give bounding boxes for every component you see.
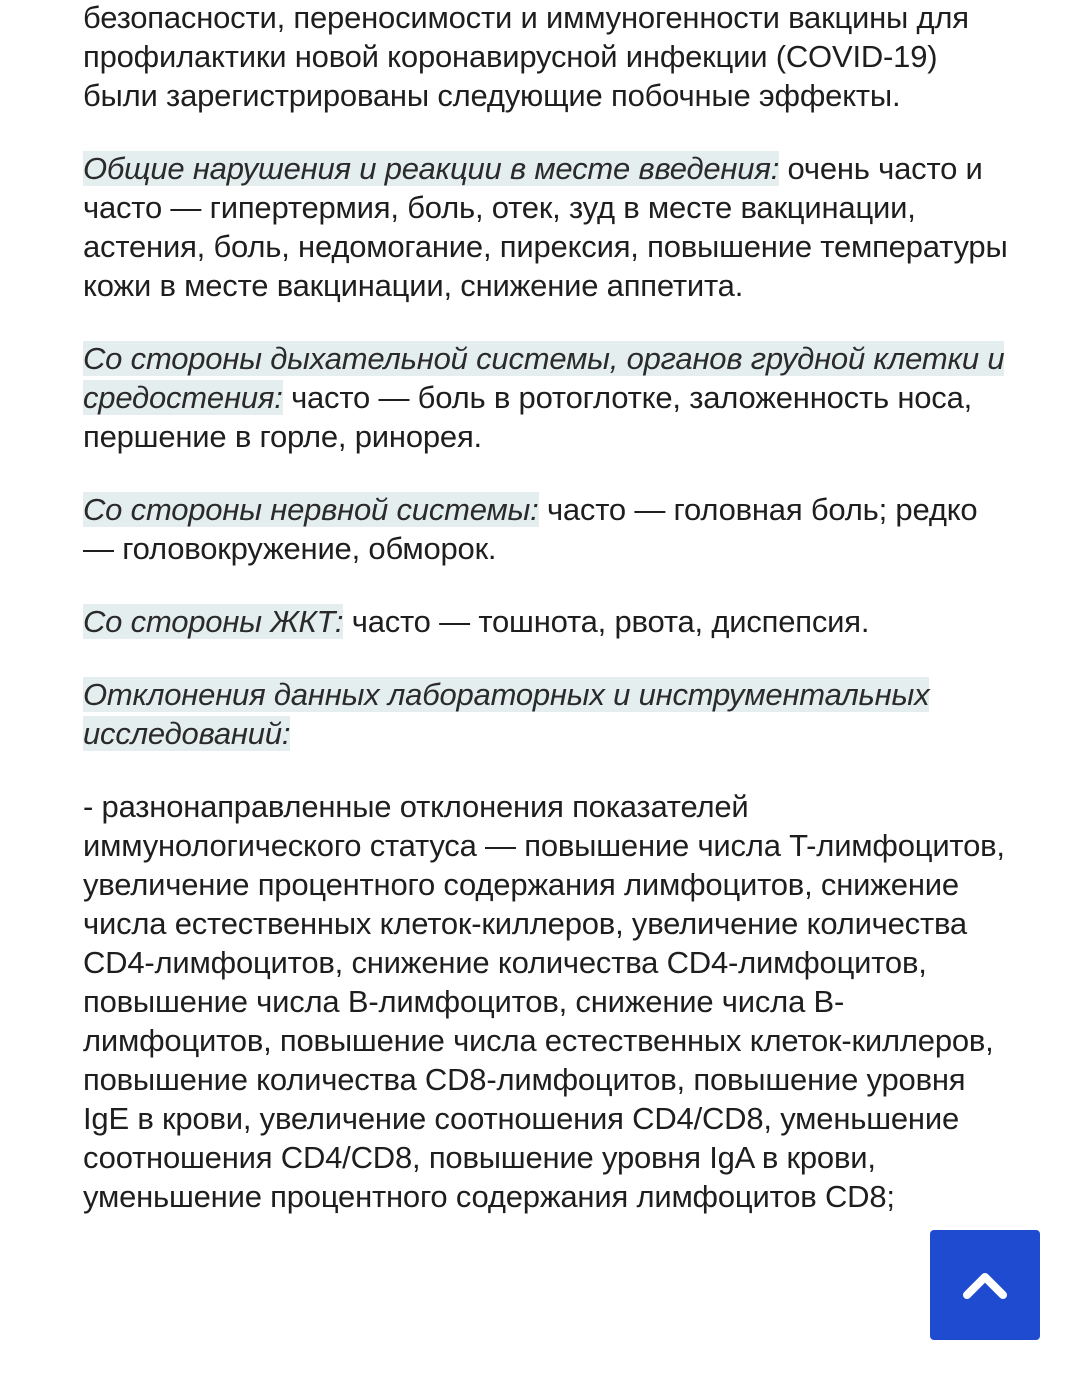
section-text: часто — боль в ротоглотке, заложенность носа, першение в горле, ринорея. bbox=[83, 380, 973, 454]
chevron-up-icon bbox=[962, 1270, 1008, 1300]
section-respiratory bbox=[83, 339, 1013, 456]
section-heading: Общие нарушения и реакции в месте введения: bbox=[83, 151, 780, 186]
section-lab-deviations bbox=[83, 675, 1013, 753]
scroll-to-top-button[interactable] bbox=[930, 1230, 1040, 1340]
section-text: очень часто и часто — гипертермия, боль, отек, зуд в месте вакцинации, астения, боль, недомогание, пирексия, повышение температуры кожи в месте вакцинации, снижение аппетита. bbox=[83, 151, 1008, 303]
section-heading: Со стороны нервной системы: bbox=[83, 492, 539, 527]
section-gi bbox=[83, 602, 1013, 641]
article-intro: безопасности, переносимости и иммуногенности вакцины для профилактики новой коронавирусной инфекции (COVID-19) были зарегистрированы следующие побочные эффекты. bbox=[83, 0, 969, 113]
section-nervous bbox=[83, 490, 1013, 568]
section-general-disorders bbox=[83, 149, 1013, 305]
section-heading: Отклонения данных лабораторных и инструментальных исследований: bbox=[83, 677, 930, 751]
section-text: часто — головная боль; редко — головокружение, обморок. bbox=[83, 492, 978, 566]
section-heading: Со стороны дыхательной системы, органов грудной клетки и средостения: bbox=[83, 341, 1005, 415]
section-heading: Со стороны ЖКТ: bbox=[83, 604, 344, 639]
section-text: часто — тошнота, рвота, диспепсия. bbox=[343, 604, 870, 639]
article-content bbox=[83, 0, 1013, 1250]
lab-list-item: - разнонаправленные отклонения показателей иммунологического статуса — повышение числа T-лимфоцитов, увеличение процентного содержания лимфоцитов, снижение числа естественных клеток-киллеров, увеличение количества CD4-лимфоцитов, снижение количества CD4-лимфоцитов, повышение числа B-лимфоцитов, снижение числа B-лимфоцитов, повышение числа естественных клеток-киллеров, повышение количества CD8-лимфоцитов, повышение уровня IgE в крови, увеличение соотношения CD4/CD8, уменьшение соотношения CD4/CD8, повышение уровня IgA в крови, уменьшение процентного содержания лимфоцитов CD8; bbox=[83, 789, 1005, 1214]
